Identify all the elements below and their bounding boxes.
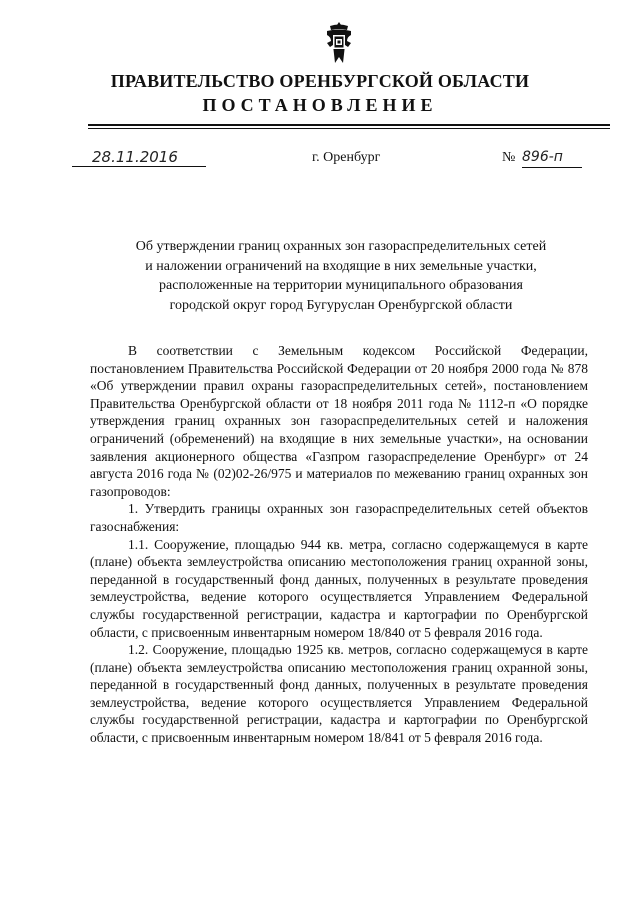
subject-line: и наложении ограничений на входящие в них земельные участки, xyxy=(145,258,537,274)
subject-line: городской округ город Бугуруслан Оренбургской области xyxy=(169,297,513,313)
subject-line: Об утверждении границ охранных зон газораспределительных сетей xyxy=(135,239,547,254)
document-subject xyxy=(96,237,586,315)
item-1-1-paragraph: 1.1. Сооружение, площадью 944 кв. метра, согласно содержащемуся в карте (плане) объекта землеустройства описанию местоположения границ охранной зоны, переданной в государственный фонд данных, полученных в результате проведения землеустройства, ведение которого осуществляется Управлением Федеральной службы государственной регистрации, кадастра и картографии по Оренбургской области, с присвоенным инвентарным номером 18/840 от 5 февраля 2016 года. xyxy=(90,536,588,640)
document-type: ПОСТАНОВЛЕНИЕ xyxy=(202,95,438,115)
document-body xyxy=(90,342,588,747)
document-date: 28.11.2016 xyxy=(72,149,206,167)
government-title: ПРАВИТЕЛЬСТВО ОРЕНБУРГСКОЙ ОБЛАСТИ xyxy=(110,71,530,91)
header-divider xyxy=(88,124,610,126)
document-number-label: № xyxy=(502,150,516,165)
preamble-paragraph: В соответствии с Земельным кодексом Российской Федерации, постановлением Правительства Российской Федерации от 20 ноября 2000 года № 878 «Об утверждении правил охраны газораспределительных сетей», постановлением Правительства Оренбургской области от 18 ноября 2011 года № 1112-п «О порядке утверждения границ охранных зон газораспределительных сетей и наложения ограничений (обременений) на входящие в них земельные участки», на основании заявления акционерного общества «Газпром газораспределение Оренбург» от 24 августа 2016 года № (02)02-26/975 и материалов по межеванию границ охранных зон газопроводов: xyxy=(90,343,588,499)
document-number: 896-п xyxy=(522,149,582,168)
item-1-paragraph: 1. Утвердить границы охранных зон газораспределительных сетей объектов газоснабжения: xyxy=(90,501,588,534)
coat-of-arms-icon xyxy=(323,21,355,65)
item-1-2-paragraph: 1.2. Сооружение, площадью 1925 кв. метров, согласно содержащемуся в карте (плане) объекта землеустройства описанию местоположения границ охранной зоны, переданной в государственный фонд данных, полученных в результате проведения землеустройства, ведение которого осуществляется Управлением Федеральной службы государственной регистрации, кадастра и картографии по Оренбургской области, с присвоенным инвентарным номером 18/841 от 5 февраля 2016 года. xyxy=(90,642,588,746)
header-divider-thin xyxy=(88,128,610,129)
document-city: г. Оренбург xyxy=(312,150,381,165)
subject-line: расположенные на территории муниципального образования xyxy=(159,278,523,293)
